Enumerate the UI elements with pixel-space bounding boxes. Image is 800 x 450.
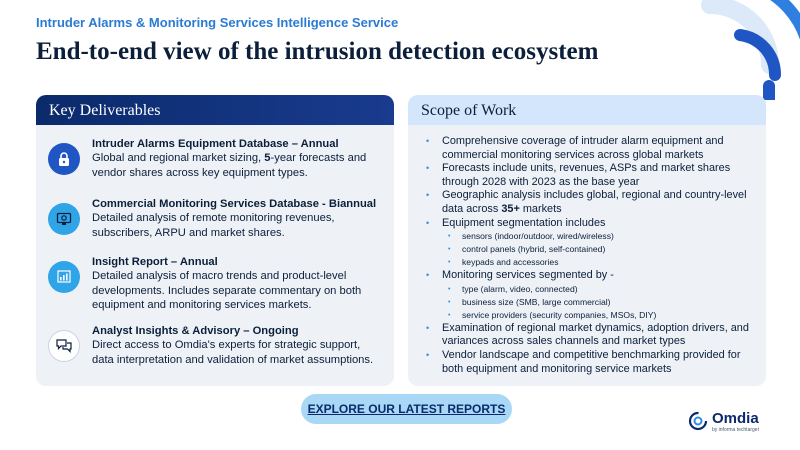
scope-bullet: • Examination of regional market dynamics, adoption drivers, and variances across sales channels and market types <box>422 322 756 349</box>
deliverable-equipment-database <box>48 137 384 180</box>
deliverable-description: Detailed analysis of remote monitoring revenues, subscribers, ARPU and market shares. <box>92 212 335 239</box>
scope-bullet: • Geographic analysis includes global, regional and country-level data across 35+ markets <box>422 189 756 216</box>
scope-bullet: • Comprehensive coverage of intruder alarm equipment and commercial monitoring services across global markets <box>422 135 756 162</box>
scope-list <box>422 135 756 376</box>
scope-bullet: • Forecasts include units, revenues, ASPs and market shares through 2028 with 2023 as the base year <box>422 162 756 189</box>
explore-reports-button[interactable]: EXPLORE OUR LATEST REPORTS <box>301 394 512 424</box>
lock-icon <box>48 143 80 175</box>
monitor-icon <box>48 203 80 235</box>
scope-bullet: • Monitoring services segmented by - <box>422 269 756 283</box>
deliverable-title: Commercial Monitoring Services Database - Biannual <box>92 198 377 210</box>
deliverable-title: Analyst Insights & Advisory – Ongoing <box>92 325 299 337</box>
deliverable-description: Direct access to Omdia's experts for strategic support, data interpretation and validation of market assumptions. <box>92 339 374 366</box>
service-eyebrow: Intruder Alarms & Monitoring Services Intelligence Service <box>36 15 399 30</box>
deliverable-title: Insight Report – Annual <box>92 256 218 268</box>
scope-sub-bullet: • type (alarm, video, connected) <box>422 283 756 296</box>
scope-sub-bullet: • business size (SMB, large commercial) <box>422 296 756 309</box>
omdia-logo <box>688 411 759 433</box>
omdia-logo-icon <box>688 411 708 431</box>
deliverable-monitoring-database <box>48 197 384 240</box>
scope-of-work-card <box>408 95 766 386</box>
brand-tagline: by informa techtarget <box>712 427 759 433</box>
deliverable-insight-report <box>48 255 384 312</box>
chat-bubbles-icon <box>48 330 80 362</box>
deliverable-description: Detailed analysis of macro trends and product-level developments. Includes separate commentary on both equipment and monitoring services markets. <box>92 270 362 311</box>
key-deliverables-heading: Key Deliverables <box>36 95 394 125</box>
key-deliverables-card <box>36 95 394 386</box>
scope-sub-bullet: • keypads and accessories <box>422 256 756 269</box>
scope-sub-bullet: • service providers (security companies, MSOs, DIY) <box>422 309 756 322</box>
scope-sub-bullet: • control panels (hybrid, self-contained) <box>422 243 756 256</box>
report-chart-icon <box>48 261 80 293</box>
scope-of-work-heading: Scope of Work <box>408 95 766 125</box>
page-title: End-to-end view of the intrusion detection ecosystem <box>36 38 599 65</box>
scope-bullet: • Vendor landscape and competitive benchmarking provided for both equipment and monitoring service markets <box>422 349 756 376</box>
scope-bullet: • Equipment segmentation includes <box>422 217 756 231</box>
decorative-shapes <box>570 0 800 100</box>
deliverable-analyst-insights <box>48 324 384 367</box>
brand-name: Omdia <box>712 410 759 427</box>
deliverable-description: Global and regional market sizing, 5-year forecasts and vendor shares across key equipment types. <box>92 152 367 179</box>
scope-sub-bullet: • sensors (indoor/outdoor, wired/wireless) <box>422 230 756 243</box>
deliverable-title: Intruder Alarms Equipment Database – Annual <box>92 138 339 150</box>
